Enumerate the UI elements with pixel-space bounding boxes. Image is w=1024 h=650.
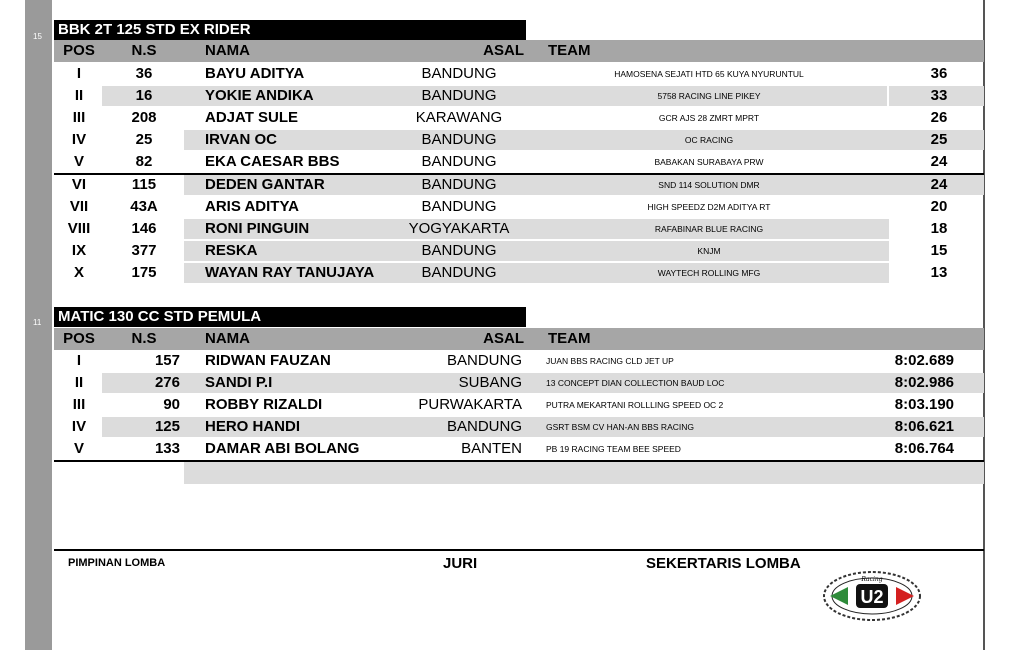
cell-pos: V <box>73 440 84 457</box>
cell-result: 13 <box>930 264 948 281</box>
cell-nama: WAYAN RAY TANUJAYA <box>205 264 375 281</box>
cell-nama: DEDEN GANTAR <box>205 176 325 193</box>
cell-nama: RIDWAN FAUZAN <box>205 352 331 369</box>
table-row <box>54 394 984 416</box>
cell-pos: III <box>72 109 86 126</box>
header-pos: POS <box>63 42 95 59</box>
cell-ns: 90 <box>163 396 180 413</box>
cell-ns: 208 <box>131 109 157 126</box>
section-number: 15 <box>33 32 42 41</box>
table-row <box>54 174 984 196</box>
cell-result: 8:06.764 <box>894 440 954 457</box>
table-row <box>54 372 984 394</box>
pimpinan-lomba-label: PIMPINAN LOMBA <box>68 557 166 569</box>
cell-ns: 157 <box>154 352 180 369</box>
cell-nama: BAYU ADITYA <box>205 65 305 82</box>
cell-team: RAFABINAR BLUE RACING <box>654 224 764 234</box>
header-ns: N.S <box>131 42 157 59</box>
cell-pos: VII <box>69 198 89 215</box>
header-pos: POS <box>63 330 95 347</box>
table-row <box>54 218 984 240</box>
cell-pos: II <box>74 87 84 104</box>
cell-pos: V <box>73 153 84 170</box>
cell-team: PB 19 RACING TEAM BEE SPEED <box>546 444 681 454</box>
section-number: 11 <box>33 318 42 327</box>
cell-ns: 25 <box>135 131 153 148</box>
cell-asal: BANDUNG <box>421 65 497 82</box>
cell-ns: 36 <box>135 65 153 82</box>
svg-text:U2: U2 <box>860 587 884 607</box>
cell-ns: 115 <box>131 176 157 193</box>
header-team: TEAM <box>548 330 591 347</box>
empty-row-shading <box>184 462 984 484</box>
cell-asal: BANDUNG <box>421 153 497 170</box>
header-nama: NAMA <box>205 42 250 59</box>
cell-ns: 43A <box>130 198 158 215</box>
cell-nama: RONI PINGUIN <box>205 220 310 237</box>
cell-ns: 276 <box>154 374 180 391</box>
cell-pos: VIII <box>67 220 91 237</box>
cell-ns: 16 <box>135 87 153 104</box>
cell-ns: 133 <box>154 440 180 457</box>
cell-team: GCR AJS 28 ZMRT MPRT <box>658 113 760 123</box>
cell-ns: 175 <box>131 264 157 281</box>
cell-pos: IX <box>71 242 87 259</box>
section-title: BBK 2T 125 STD EX RIDER <box>54 20 526 40</box>
cell-result: 33 <box>930 87 948 104</box>
cell-team: BABAKAN SURABAYA PRW <box>654 157 764 167</box>
cell-asal: YOGYAKARTA <box>408 220 510 237</box>
header-ns: N.S <box>131 330 157 347</box>
table-row <box>54 151 984 173</box>
cell-ns: 146 <box>131 220 157 237</box>
cell-team: 13 CONCEPT DIAN COLLECTION BAUD LOC <box>546 378 725 388</box>
cell-asal: KARAWANG <box>415 109 503 126</box>
cell-team: OC RACING <box>684 135 734 145</box>
cell-result: 8:02.689 <box>894 352 954 369</box>
cell-team: KNJM <box>697 246 721 256</box>
cell-ns: 125 <box>154 418 180 435</box>
cell-result: 24 <box>930 153 948 170</box>
table-row <box>54 416 984 438</box>
cell-team: GSRT BSM CV HAN-AN BBS RACING <box>546 422 694 432</box>
cell-asal: BANDUNG <box>446 418 522 435</box>
cell-nama: SANDI P.I <box>205 374 273 391</box>
cell-result: 15 <box>930 242 948 259</box>
cell-asal: BANDUNG <box>421 176 497 193</box>
cell-asal: BANDUNG <box>421 242 497 259</box>
cell-result: 25 <box>930 131 948 148</box>
u2-racing-logo <box>822 570 922 622</box>
table-header <box>54 40 984 62</box>
header-nama: NAMA <box>205 330 250 347</box>
cell-nama: YOKIE ANDIKA <box>205 87 314 104</box>
cell-team: 5758 RACING LINE PIKEY <box>657 91 761 101</box>
table-row <box>54 63 984 85</box>
table-row <box>54 240 984 262</box>
cell-pos: III <box>72 396 86 413</box>
cell-result: 26 <box>930 109 948 126</box>
sekertaris-lomba-label: SEKERTARIS LOMBA <box>646 555 801 572</box>
header-asal: ASAL <box>483 42 524 59</box>
cell-nama: IRVAN OC <box>205 131 277 148</box>
cell-nama: DAMAR ABI BOLANG <box>205 440 360 457</box>
cell-pos: VI <box>71 176 87 193</box>
cell-asal: BANDUNG <box>421 198 497 215</box>
cell-result: 36 <box>930 65 948 82</box>
cell-team: PUTRA MEKARTANI ROLLLING SPEED OC 2 <box>546 400 724 410</box>
cell-team: HAMOSENA SEJATI HTD 65 KUYA NYURUNTUL <box>614 69 804 79</box>
section-title: MATIC 130 CC STD PEMULA <box>54 307 526 327</box>
cell-result: 8:03.190 <box>894 396 954 413</box>
cell-asal: BANDUNG <box>421 131 497 148</box>
table-row <box>54 129 984 151</box>
cell-nama: ROBBY RIZALDI <box>205 396 323 413</box>
cell-team: WAYTECH ROLLING MFG <box>657 268 761 278</box>
cell-nama: EKA CAESAR BBS <box>205 153 340 170</box>
cell-result: 8:02.986 <box>894 374 954 391</box>
table-header <box>54 328 984 350</box>
cell-result: 8:06.621 <box>894 418 954 435</box>
table-row <box>54 262 984 284</box>
cell-pos: I <box>76 352 82 369</box>
cell-team: SND 114 SOLUTION DMR <box>658 180 760 190</box>
cell-nama: ARIS ADITYA <box>205 198 299 215</box>
juri-label: JURI <box>443 555 478 572</box>
table-row <box>54 85 984 107</box>
cell-nama: RESKA <box>205 242 258 259</box>
cell-pos: II <box>74 374 84 391</box>
table-row <box>54 196 984 218</box>
cell-asal: BANTEN <box>461 440 522 457</box>
header-team: TEAM <box>548 42 591 59</box>
table-row <box>54 107 984 129</box>
cell-asal: PURWAKARTA <box>418 396 522 413</box>
table-row <box>54 438 984 460</box>
cell-ns: 377 <box>131 242 157 259</box>
cell-asal: BANDUNG <box>421 87 497 104</box>
cell-nama: HERO HANDI <box>205 418 301 435</box>
table-row <box>54 350 984 372</box>
cell-pos: X <box>73 264 84 281</box>
cell-team: JUAN BBS RACING CLD JET UP <box>546 356 674 366</box>
svg-text:Racing: Racing <box>861 576 883 583</box>
cell-result: 18 <box>930 220 948 237</box>
cell-result: 20 <box>930 198 948 215</box>
cell-pos: I <box>76 65 82 82</box>
cell-pos: IV <box>71 418 87 435</box>
cell-nama: ADJAT SULE <box>205 109 299 126</box>
cell-pos: IV <box>71 131 87 148</box>
cell-ns: 82 <box>135 153 153 170</box>
cell-asal: SUBANG <box>458 374 522 391</box>
cell-team: HIGH SPEEDZ D2M ADITYA RT <box>647 202 771 212</box>
cell-asal: BANDUNG <box>446 352 522 369</box>
cell-result: 24 <box>930 176 948 193</box>
cell-asal: BANDUNG <box>421 264 497 281</box>
footer-divider <box>54 549 984 551</box>
header-asal: ASAL <box>483 330 524 347</box>
